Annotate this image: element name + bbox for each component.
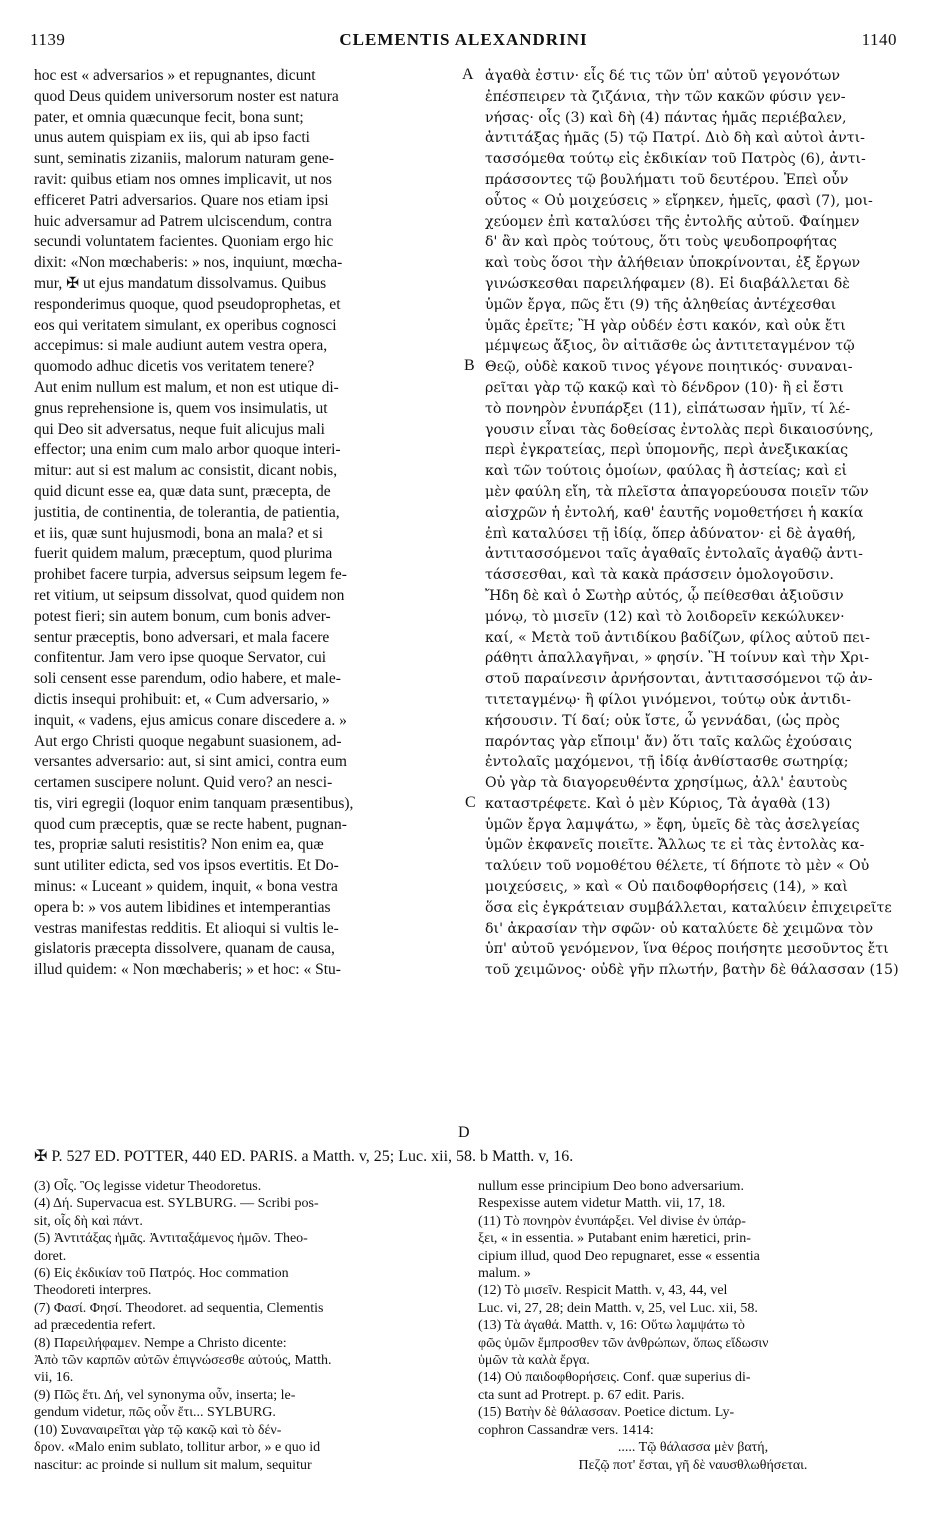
greek-text-line: καί, « Μετὰ τοῦ ἀντιδίκου βαδίζων, φίλος αὐτοῦ πει- — [485, 629, 870, 646]
footnote-line: Theodoreti interpres. — [34, 1283, 152, 1299]
greek-text-line: χεύομεν ἐπὶ καταλύσει τῆς ἐντολῆς αὐτοῦ. Φαίημεν — [485, 213, 860, 230]
greek-text-line: ἀντιτάξας ἡμᾶς (5) τῷ Πατρί. Διὸ δὴ καὶ αὐτοὶ ἀντι- — [485, 130, 865, 147]
greek-text-line: ρεῖται γὰρ τῷ κακῷ καὶ τὸ δένδρον (10)· ἢ εἰ ἔστι — [485, 379, 844, 396]
latin-text-line: secundi voluntatem facientes. Quoniam ergo hic — [34, 233, 334, 251]
greek-text-line: ὅσα εἰς ἐγκράτειαν συμβάλλεται, καταλύειν ἐπιχειρεῖτε — [485, 899, 892, 916]
latin-text-line: responderimus quoque, quod pseudoprophetas, et — [34, 295, 341, 313]
greek-text-line: κήσουσιν. Τί δαί; οὐκ ἴστε, ὦ γεννάδαι, (ὡς πρὸς — [485, 712, 840, 729]
margin-marker-d: D — [458, 1124, 470, 1141]
latin-text-line: huic adversamur ad Patrem ulciscendum, contra — [34, 212, 332, 230]
latin-text-line: sunt utiliter edicta, sed vos ipsos evertitis. Et Do- — [34, 857, 339, 875]
latin-text-line: dictis insequi prohibuit: et, « Cum adversario, » — [34, 690, 330, 708]
footnote-line: (6) Εἰς ἐκδικίαν τοῦ Πατρός. Hoc commation — [34, 1266, 289, 1282]
latin-text-line: hoc est « adversarios » et repugnantes, dicunt — [34, 67, 316, 84]
footnote-line: (13) Τὰ ἀγαθά. Matth. v, 16: Οὕτω λαμψάτω τὸ — [478, 1318, 745, 1334]
greek-text-line: ὑμῶν ἔργα, πῶς ἔτι (9) τῆς ἀληθείας ἀντέχεσθαι — [485, 296, 837, 313]
footnote-line: Luc. vi, 27, 28; dein Matth. v, 25, vel Luc. xii, 58. — [478, 1300, 758, 1316]
latin-text-line: versantes adversario: aut, si sint amici, contra eum — [34, 753, 347, 771]
footnote-verse-line: Πεζῷ ποτ' ἔσται, γῆ δὲ ναυσθλωθήσεται. — [578, 1457, 808, 1473]
footnote-verse-line: ..... Τῷ θάλασσα μὲν βατή, — [617, 1440, 769, 1456]
greek-text-line: καὶ τοὺς ὅσοι τὴν ἀλήθειαν ὑποκρίνονται, ἐξ ἔργων — [485, 255, 861, 272]
latin-text-line: efficeret Patri adversarios. Quare nos etiam ipsi — [34, 191, 329, 209]
footnote-line: Ἀπὸ τῶν καρπῶν αὐτῶν ἐπιγνώσεσθε αὐτούς, Matth. — [34, 1353, 332, 1369]
footnote-line: (5) Ἀντιτάξας ἡμᾶς. Ἀντιταξάμενος ἡμῶν. Theo- — [34, 1231, 308, 1247]
latin-text-line: opera b: » vos autem libidines et intemperantias — [34, 898, 331, 916]
footnote-line: (7) Φασί. Φησί. Theodoret. ad sequentia, Clementis — [34, 1300, 324, 1316]
latin-text-line: ravit: quibus etiam nos omnes implicavit, ut nos — [34, 170, 332, 188]
latin-text-line: inquit, « vadens, ejus amicus conare discedere a. » — [34, 711, 347, 729]
latin-text-line: accepimus: si male audiunt autem vestra opera, — [34, 337, 328, 355]
footnote-line: malum. » — [478, 1266, 531, 1282]
latin-text-line: vestras manifestas redditis. Et alioqui si vultis le- — [34, 919, 339, 937]
margin-marker-c: C — [465, 794, 476, 811]
footnote-line: sit, οἷς δὴ καὶ πάντ. — [34, 1213, 143, 1229]
footnotes-left-column — [34, 1178, 454, 1523]
greek-text-line: πράσσοντες τῷ βουλήματι τοῦ δευτέρου. Ἐπεὶ οὖν — [485, 171, 849, 188]
greek-text-line: νήσας· οἷς (3) καὶ δὴ (4) πάντας ἡμᾶς περιέβαλεν, — [485, 109, 847, 126]
greek-text-line: δι' ἀκρασίαν τὴν σφῶν· οὐ καταλύετε δὲ χειμῶνα τὸν — [485, 920, 874, 937]
running-title: CLEMENTIS ALEXANDRINI — [339, 30, 588, 49]
greek-text-line: ἐντολαῖς μαχόμενοι, τῇ ἰδίᾳ ἀνθίστασθε σωτηρίᾳ; — [485, 754, 849, 771]
latin-text-line: quid dicunt esse ea, quæ data sunt, præcepta, de — [34, 482, 331, 500]
footnote-line: ξει, « in essentia. » Putabant enim hæretici, prin- — [478, 1231, 751, 1247]
footnote-line: δρον. «Malo enim sublato, tollitur arbor, » e quo id — [34, 1440, 321, 1456]
footnote-line: Respexisse autem videtur Matth. vii, 17, 18. — [478, 1196, 726, 1212]
greek-text-line: ράθητι ἀπαλλαγῆναι, » φησίν. Ἢ τοίνυν καὶ τὴν Χρι- — [485, 650, 870, 667]
latin-text-line: unus autem quispiam ex iis, qui ab ipso facti — [34, 129, 310, 147]
latin-text-line: quod cum præceptis, quæ se recte habent, pugnan- — [34, 815, 347, 833]
latin-text-line: effector; una enim cum malo arbor quoque interi- — [34, 441, 341, 459]
latin-text-line: gnus reprehensione is, quem vos insimulatis, ut — [34, 399, 328, 417]
greek-text-line: γινώσκεσθαι παρειλήφαμεν (8). Εἰ διαβάλλεται δὲ — [485, 275, 850, 292]
latin-text-line: qui Deo sit adversatus, neque fuit alicujus mali — [34, 420, 325, 438]
greek-text-line: ὑμῶν ἔργα λαμψάτω, » ἔφη, ὑμεῖς δὲ τὰς ἀσελγείας — [485, 816, 860, 833]
footnote-line: (14) Οὐ παιδοφθορήσεις. Conf. quæ superius di- — [478, 1370, 751, 1386]
latin-text-line: sunt, seminatis zizaniis, malorum naturam gene- — [34, 150, 335, 168]
greek-text-line: στοῦ παραίνεσιν ἀρνήσονται, ἀντιτασσόμενοι τῷ ἀν- — [485, 671, 873, 688]
latin-text-line: pater, et omnia quæcunque fecit, bona sunt; — [34, 108, 304, 126]
page-number-right: 1140 — [861, 30, 897, 49]
greek-text-line: τοῦ χειμῶνος· οὐδὲ γῆν πλωτήν, βατὴν δὲ θάλασσαν (15) — [485, 962, 899, 979]
latin-text-line: illud quidem: « Non mœchaberis; » et hoc: « Stu- — [34, 961, 341, 979]
latin-text-line: tis, viri egregii (loquor enim tanquam præsentibus), — [34, 794, 354, 812]
greek-text-line: οὗτος « Οὐ μοιχεύσεις » εἴρηκεν, ἡμεῖς, φασὶ (7), μοι- — [485, 192, 873, 209]
greek-text-line: ταλύειν τοῦ νομοθέτου θέλετε, τί δήποτε τὸ μὲν « Οὐ — [485, 858, 870, 875]
latin-text-line: soli censent esse parendum, odio habere, et male- — [34, 670, 341, 688]
footnote-line: (10) Συναναιρεῖται γὰρ τῷ κακῷ καὶ τὸ δέν- — [34, 1422, 282, 1438]
latin-text-line: ret vitium, ut seipsum dissolvat, quod quidem non — [34, 586, 345, 604]
page-number-left: 1139 — [30, 30, 66, 49]
footnote-line: ad præcedentia refert. — [34, 1318, 156, 1334]
greek-text-line: δ' ἂν καὶ πρὸς τούτους, ὅτι τοὺς ψευδοπροφήτας — [485, 234, 837, 251]
latin-text-line: certamen suscipere nolunt. Quid vero? an nesci- — [34, 774, 333, 792]
greek-text-line: αἰσχρῶν ἡ ἐντολή, καθ' ἑαυτῆς νομοθετήσει ἡ κακία — [485, 504, 864, 521]
greek-text-line: τασσόμεθα τούτῳ εἰς ἐκδικίαν τοῦ Πατρὸς (6), ἀντι- — [485, 151, 866, 168]
latin-text-line: eos qui veritatem simulant, ex operibus cognosci — [34, 316, 337, 334]
latin-text-line: dixit: «Non mœchaberis: » nos, inquiunt, mœcha- — [34, 254, 343, 272]
footnote-line: (9) Πῶς ἔτι. Δή, vel synonyma οὖν, inserta; le- — [34, 1387, 296, 1403]
latin-text-line: prohibet facere turpia, adversus seipsum legem fe- — [34, 566, 347, 584]
latin-text-line: mitur: aut si est malum ac consistit, dicant nobis, — [34, 462, 338, 480]
margin-marker-b: B — [464, 357, 475, 374]
greek-text-line: καὶ τῶν τούτοις ὁμοίων, φαύλας ἢ ἀστείας; καὶ εἰ — [485, 463, 848, 480]
footnote-line: nullum esse principium Deo bono adversarium. — [478, 1179, 744, 1194]
footnote-line: nascitur: ac proinde si nullum sit malum, sequitur — [34, 1457, 312, 1473]
latin-text-line: quod Deus quidem universorum noster est natura — [34, 87, 339, 105]
greek-text-line: παρόντας γὰρ εἴποιμ' ἄν) ὅτι ταῖς καλῶς ἐχούσαις — [485, 733, 852, 750]
latin-text-line: tes, propriæ saluti resistitis? Non enim ea, quæ — [34, 836, 324, 854]
greek-text-line: ὑμῶν ἐκφανεῖς ποιεῖτε. Ἄλλως τε εἰ τὰς ἐντολὰς κα- — [485, 837, 865, 854]
running-header — [30, 30, 897, 56]
greek-text-column — [485, 66, 907, 1126]
footnote-line: (3) Οἷς. Ὃς legisse videtur Theodoretus. — [34, 1179, 262, 1194]
footnote-line: (15) Βατὴν δὲ θάλασσαν. Poetice dictum. Ly- — [478, 1405, 735, 1421]
greek-text-line: καταστρέφετε. Καὶ ὁ μὲν Κύριος, Τὰ ἀγαθὰ (13) — [485, 795, 831, 812]
greek-text-line: γουσιν εἶναι τὰς δοθείσας ἐντολὰς περὶ δικαιοσύνης, — [485, 421, 874, 438]
latin-text-line: fuerit quidem malum, præceptum, quod plurima — [34, 545, 333, 563]
latin-text-line: Aut ergo Christi quoque negabunt suasionem, ad- — [34, 732, 342, 750]
greek-text-line: τάσσεσθαι, καὶ τὰ κακὰ πράσσειν ὁμολογοῦσιν. — [485, 567, 834, 584]
footnote-line: (11) Τὸ πονηρὸν ἐνυπάρξει. Vel divise ἐν ὑπάρ- — [478, 1213, 746, 1229]
footnote-line: (12) Τὸ μισεῖν. Respicit Matth. v, 43, 44, vel — [478, 1283, 728, 1299]
footnote-line: cophron Cassandræ vers. 1414: — [478, 1422, 654, 1438]
footnote-line: vii, 16. — [34, 1370, 74, 1386]
greek-text-line: μόνῳ, τὸ μισεῖν (12) καὶ τὸ λοιδορεῖν κεκώλυκεν· — [485, 608, 845, 625]
greek-text-line: ὑμᾶς ἐρεῖτε; Ἢ γὰρ οὐδέν ἐστι κακόν, καὶ οὐκ ἔτι — [485, 317, 846, 334]
greek-text-line: ὑπ' αὐτοῦ γενόμενον, ἵνα θέρος ποιήσητε μεσοῦντος ἔτι — [485, 941, 889, 958]
latin-text-column — [34, 66, 452, 1126]
footnote-line: (8) Παρειλήφαμεν. Nempe a Christo dicente: — [34, 1335, 287, 1351]
greek-text-line: τιτεταγμένῳ· ἢ φίλοι γινόμενοι, τούτῳ οὐκ ἀντιδι- — [485, 691, 851, 708]
latin-text-line: confitentur. Jam vero ipse quoque Servator, cui — [34, 649, 327, 667]
greek-text-line: ἐπὶ καταλύσει τῇ ἰδίᾳ, ὅπερ ἀδύνατον· εἰ δὲ ἀγαθή, — [485, 525, 857, 542]
footnotes-right-column — [478, 1178, 908, 1523]
greek-text-line: μέμψεως ἄξιος, ὃν αἰτιᾶσθε ὡς ἀντιτεταγμένον τῷ — [485, 338, 855, 355]
greek-text-line: μὲν φαύλη εἴη, τὰ πλεῖστα ἀπαγορεύουσα ποιεῖν τῶν — [485, 483, 869, 500]
latin-text-line: quomodo adhuc dicetis vos veritatem tenere? — [34, 358, 315, 376]
footnote-line: ὑμῶν τὰ καλὰ ἔργα. — [478, 1353, 590, 1369]
latin-text-line: minus: « Luceant » quidem, inquit, « bona vestra — [34, 878, 338, 896]
footnote-line: gendum videtur, πῶς οὖν ἔτι... SYLBURG. — [34, 1405, 276, 1421]
latin-text-line: sentur præceptis, bono adversari, et mala facere — [34, 628, 330, 646]
latin-text-line: et iis, quæ sunt hujusmodi, bona an mala? et si — [34, 524, 323, 542]
greek-text-line: Οὐ γὰρ τὰ διαγορευθέντα χρησίμως, ἀλλ' ἑαυτοὺς — [485, 775, 848, 792]
footnote-line: doret. — [34, 1248, 67, 1264]
latin-text-line: potest fieri; sin autem bonum, cum bonis adver- — [34, 607, 331, 625]
greek-text-line: ἀγαθὰ ἐστιν· εἷς δέ τις τῶν ὑπ' αὐτοῦ γεγονότων — [485, 68, 840, 84]
margin-marker-a: A — [462, 66, 474, 83]
greek-text-line: Ἤδη δὲ καὶ ὁ Σωτὴρ αὐτός, ᾧ πείθεσθαι ἀξιοῦσιν — [485, 587, 844, 604]
footnote-line: φῶς ὑμῶν ἔμπροσθεν τῶν ἀνθρώπων, ὅπως εἴδωσιν — [478, 1335, 769, 1351]
edition-references: ✠ P. 527 ED. POTTER, 440 ED. PARIS. a Matth. v, 25; Luc. xii, 58. b Matth. v, 16. — [34, 1148, 574, 1165]
greek-text-line: ἀντιτασσόμενοι ταῖς ἀγαθαῖς ἐντολαῖς ἀγαθῷ ἀντι- — [485, 546, 863, 563]
greek-text-line: περὶ ἐγκρατείας, περὶ ὑπομονῆς, περὶ ἀνεξικακίας — [485, 442, 849, 459]
latin-text-line: Aut enim nullum est malum, et non est utique di- — [34, 378, 339, 396]
latin-text-line: mur, ✠ ut ejus mandatum dissolvamus. Quibus — [34, 274, 327, 292]
footnote-line: cipium illud, quod Deo repugnaret, esse « essentia — [478, 1248, 760, 1264]
latin-text-line: justitia, de continentia, de tolerantia, de patientia, — [34, 503, 340, 521]
greek-text-line: ἐπέσπειρεν τὰ ζιζάνια, τὴν τῶν κακῶν φύσιν γεν- — [485, 88, 846, 105]
latin-text-line: gislatoris præcepta dissolvere, quanam de causa, — [34, 940, 335, 958]
footnote-line: cta sunt ad Protrept. p. 67 edit. Paris. — [478, 1387, 685, 1403]
footnote-line: (4) Δή. Supervacua est. SYLBURG. — Scribi pos- — [34, 1196, 319, 1212]
greek-text-line: Θεῷ, οὐδὲ κακοῦ τινος γέγονε ποιητικός· συναναι- — [485, 359, 853, 376]
greek-text-line: μοιχεύσεις, » καὶ « Οὐ παιδοφθορήσεις (14), » καὶ — [485, 879, 848, 896]
greek-text-line: τὸ πονηρὸν ἐνυπάρξει (11), εἰπάτωσαν ἡμῖν, τί λέ- — [485, 400, 851, 417]
